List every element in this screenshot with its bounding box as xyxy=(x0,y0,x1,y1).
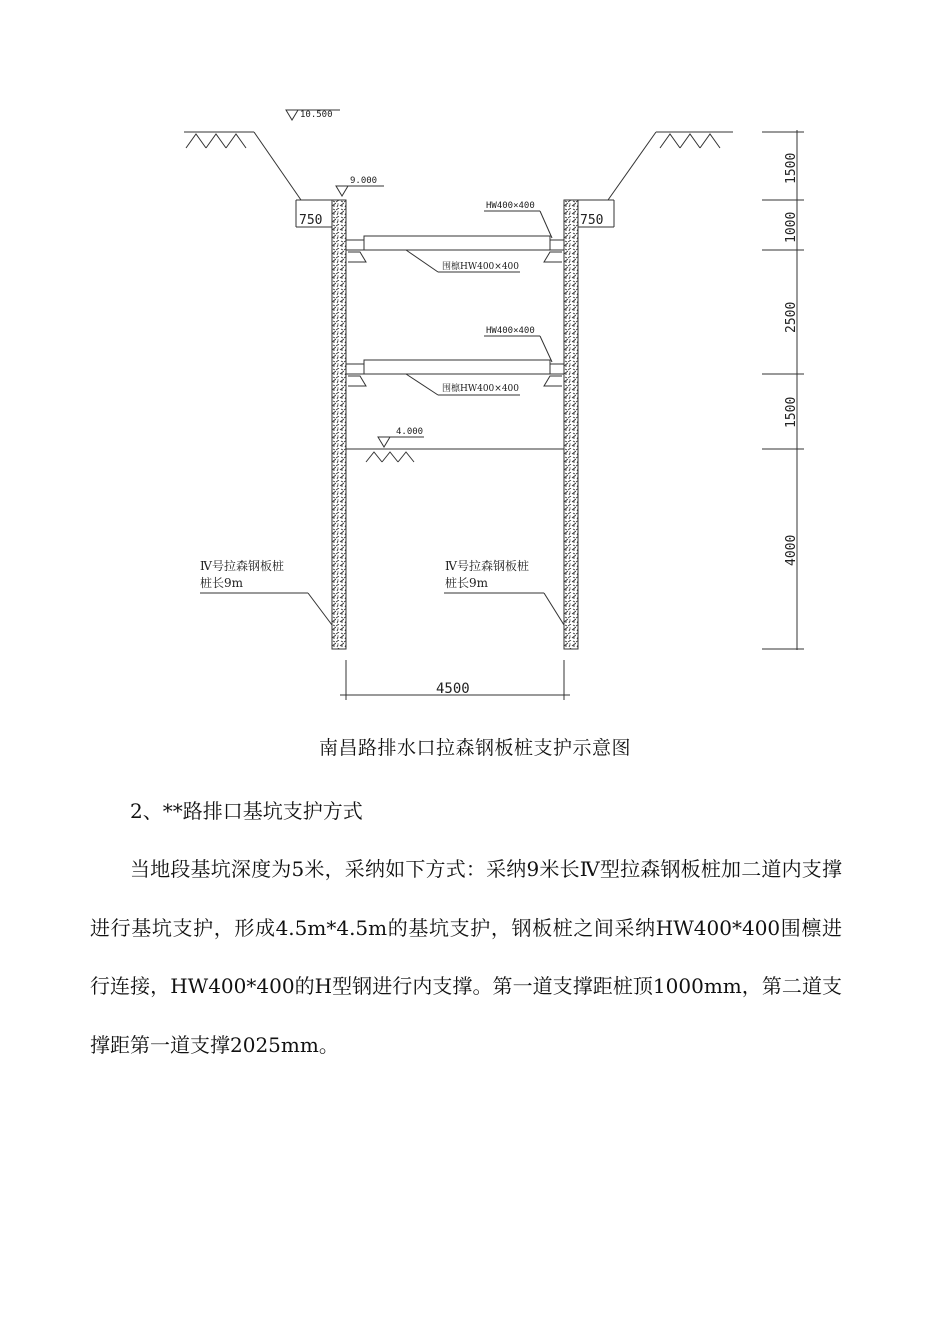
elevation-pile-top: 9.000 xyxy=(350,176,378,186)
pile-label-right-line1: Ⅳ号拉森钢板桩 xyxy=(445,559,529,573)
pit-width: 4500 xyxy=(436,681,470,697)
berm-width-right: 750 xyxy=(580,213,604,228)
dim-1500-mid: 1500 xyxy=(784,396,799,428)
dim-1500-top: 1500 xyxy=(784,152,799,184)
elevation-marker-pit-bottom xyxy=(346,437,564,462)
vertical-dimension-line xyxy=(762,130,804,650)
sheet-pile-right xyxy=(564,200,578,649)
strut-label-1: HW400×400 xyxy=(486,201,535,211)
sheet-pile-left xyxy=(332,200,346,649)
dim-2500: 2500 xyxy=(784,301,799,333)
body-paragraph: 当地段基坑深度为5米，采纳如下方式：采纳9米长Ⅳ型拉森钢板桩加二道内支撑进行基坑支护，形成4.5m*4.5m的基坑支护，钢板桩之间采纳HW400*400围檩进行连接，HW400*400的H型钢进行内支撑。第一道支撑距桩顶1000mm，第二道支撑距第一道支撑2025mm。 xyxy=(90,857,842,1057)
elevation-ground: 10.500 xyxy=(300,110,333,120)
figure-caption: 南昌路排水口拉森钢板桩支护示意图 xyxy=(318,737,631,759)
waling-label-1: 围檩HW400×400 xyxy=(442,262,519,272)
waling-label-2: 围檩HW400×400 xyxy=(442,384,519,394)
pile-label-left-line2: 桩长9m xyxy=(200,576,244,590)
elevation-marker-pile-top xyxy=(336,186,384,196)
strut-label-2: HW400×400 xyxy=(486,326,535,336)
pile-callout-lines xyxy=(200,593,564,625)
section-heading: 2、**路排口基坑支护方式 xyxy=(130,799,363,823)
pile-label-right-line2: 桩长9m xyxy=(445,576,489,590)
dim-1000: 1000 xyxy=(784,211,799,243)
elevation-pit-bottom: 4.000 xyxy=(396,427,424,437)
ground-surface xyxy=(184,132,733,200)
pile-label-left-line1: Ⅳ号拉森钢板桩 xyxy=(200,559,284,573)
dim-4000: 4000 xyxy=(784,534,799,566)
berm-width-left: 750 xyxy=(299,213,323,228)
